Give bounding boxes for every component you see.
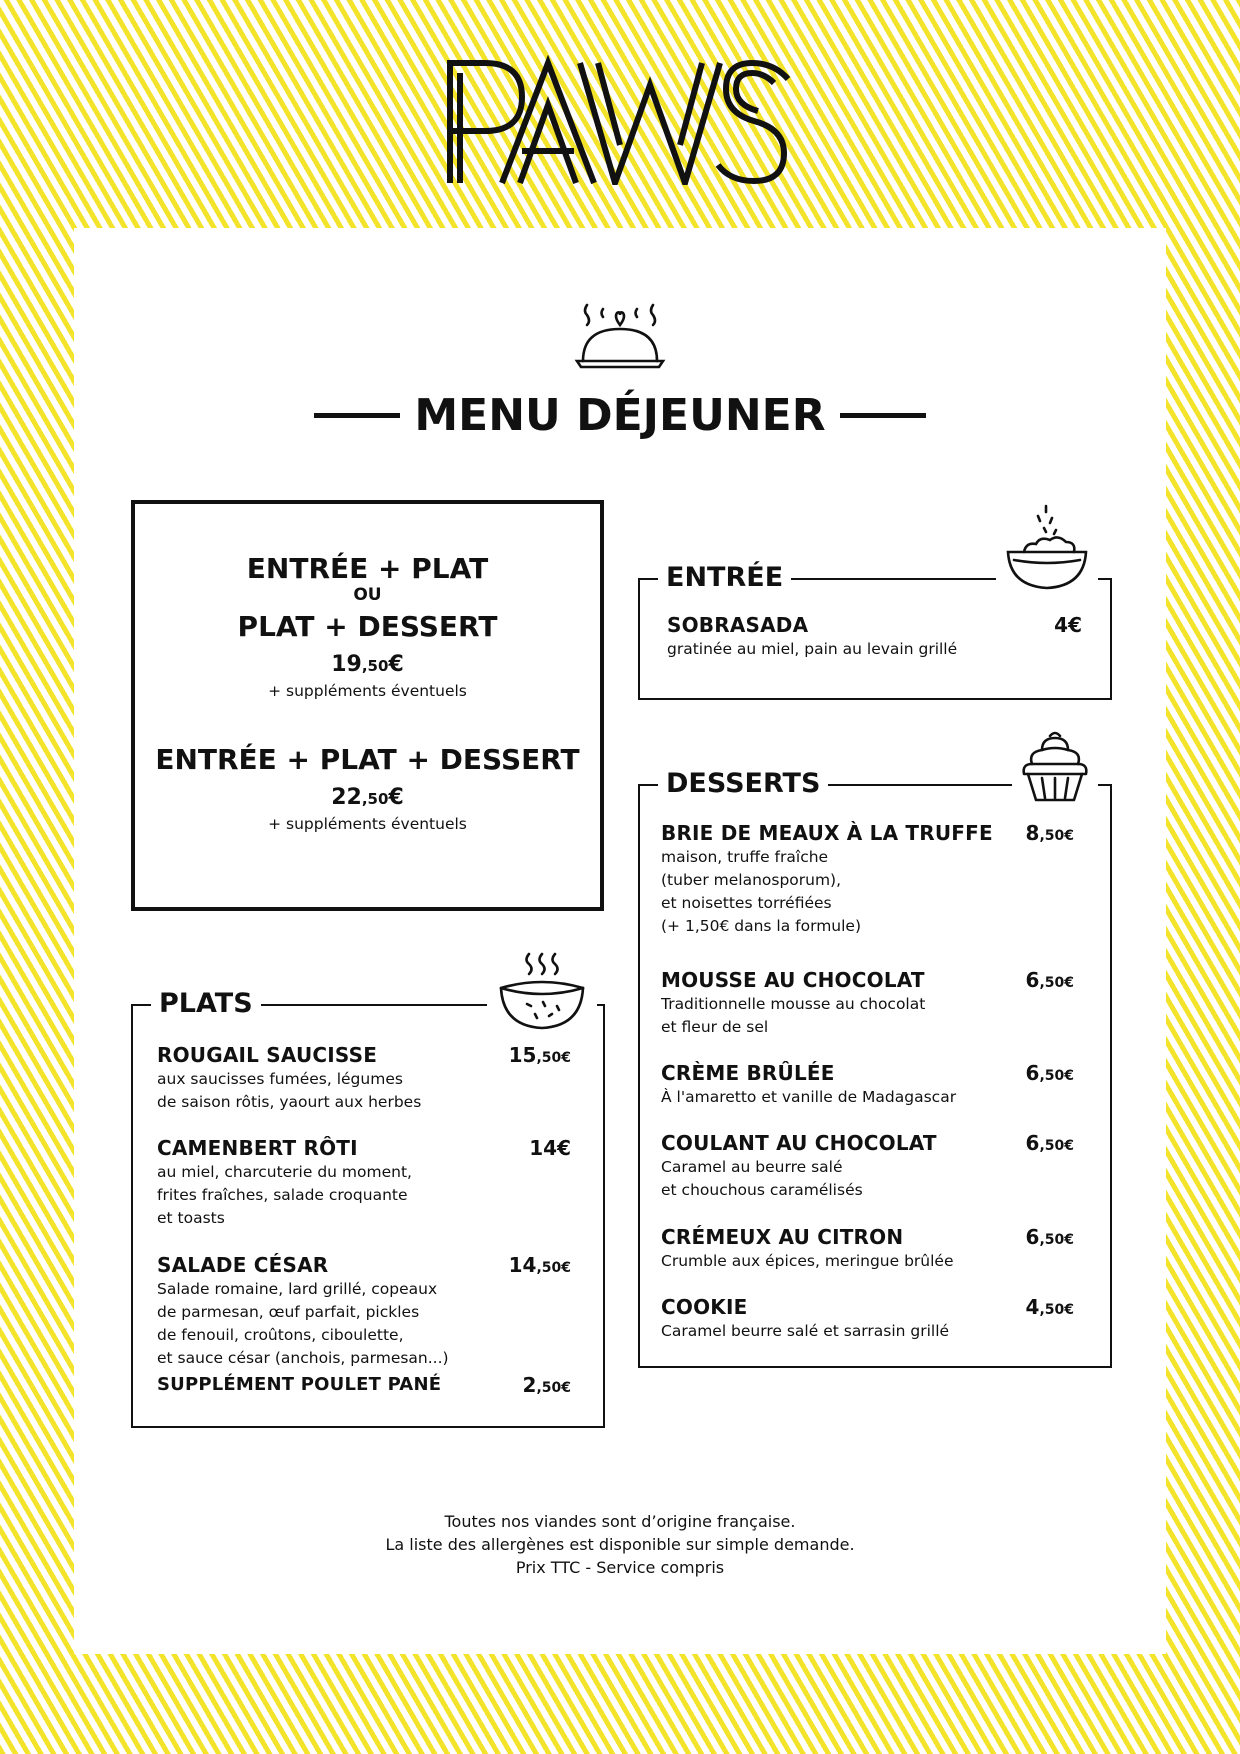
item-description: gratinée au miel, pain au levain grillé (667, 640, 958, 658)
footer-line-origin: Toutes nos viandes sont d’origine française. (444, 1512, 796, 1531)
page-title (0, 390, 1240, 441)
footer-line-allergens: La liste des allergènes est disponible sur simple demande. (385, 1535, 855, 1554)
item-price: 6,50€ (1025, 1131, 1074, 1155)
item-description: au miel, charcuterie du moment, frites fraîches, salade croquante et toasts (157, 1163, 412, 1227)
item-price: 4€ (1054, 613, 1082, 637)
item-description: À l'amaretto et vanille de Madagascar (661, 1088, 957, 1106)
formula-1-line2: PLAT + DESSERT (237, 610, 498, 643)
menu-item-salade-cesar (157, 1252, 571, 1370)
formula-1-or: OU (353, 585, 382, 605)
paws-logo-icon (440, 55, 800, 185)
soup-bowl-icon (487, 952, 597, 1038)
menu-item-sobrasada (667, 612, 1082, 661)
entree-header (658, 558, 791, 598)
footer-line-prices: Prix TTC - Service compris (515, 1558, 725, 1577)
menu-item-camenbert-roti (157, 1135, 571, 1230)
cupcake-icon (1012, 728, 1098, 808)
item-name: COOKIE (661, 1295, 748, 1319)
formula-1-note: + suppléments éventuels (268, 682, 467, 700)
menu-item-coulant-au-chocolat (661, 1130, 1074, 1202)
cloche-icon (573, 303, 667, 377)
item-price: 2,50€ (522, 1373, 571, 1397)
item-description: Caramel au beurre salé et chouchous caramélisés (661, 1158, 863, 1199)
item-price: 15,50€ (508, 1043, 571, 1067)
item-name: BRIE DE MEAUX À LA TRUFFE (661, 821, 993, 845)
item-description: Crumble aux épices, meringue brûlée (661, 1252, 954, 1270)
item-price: 4,50€ (1025, 1295, 1074, 1319)
item-description: Traditionnelle mousse au chocolat et fleur de sel (661, 995, 926, 1036)
item-name: SUPPLÉMENT POULET PANÉ (157, 1374, 442, 1395)
item-price: 6,50€ (1025, 1225, 1074, 1249)
item-description: Salade romaine, lard grillé, copeaux de parmesan, œuf parfait, pickles de fenouil, croûtons, ciboulette, et sauce césar (anchois, parmesan...) (157, 1280, 449, 1367)
menu-item-brie-de-meaux (661, 820, 1074, 938)
formula-box (131, 500, 604, 911)
item-price: 6,50€ (1025, 968, 1074, 992)
page-title-text: MENU DÉJEUNER (414, 390, 826, 441)
menu-item-cookie (661, 1294, 1074, 1343)
menu-item-rougail-saucisse (157, 1042, 571, 1114)
menu-item-mousse-au-chocolat (661, 967, 1074, 1039)
formula-2-line1: ENTRÉE + PLAT + DESSERT (155, 743, 580, 776)
plats-header (151, 984, 261, 1024)
paws-logo (0, 55, 1240, 189)
menu-item-cremeux-au-citron (661, 1224, 1074, 1273)
title-rule-right (840, 413, 926, 418)
plats-title: PLATS (151, 984, 261, 1024)
item-name: SALADE CÉSAR (157, 1253, 329, 1277)
item-name: SOBRASADA (667, 613, 809, 637)
item-name: CRÈME BRÛLÉE (661, 1061, 835, 1085)
item-price: 14,50€ (508, 1253, 571, 1277)
item-name: CRÉMEUX AU CITRON (661, 1225, 904, 1249)
item-price: 14€ (529, 1136, 571, 1160)
item-price: 8,50€ (1025, 821, 1074, 845)
formula-2-note: + suppléments éventuels (268, 815, 467, 833)
menu-item-supplement-poulet (157, 1372, 571, 1398)
item-name: ROUGAIL SAUCISSE (157, 1043, 378, 1067)
item-price: 6,50€ (1025, 1061, 1074, 1085)
bowl-icon (996, 502, 1098, 602)
desserts-header (658, 764, 828, 804)
item-description: Caramel beurre salé et sarrasin grillé (661, 1322, 950, 1340)
item-name: COULANT AU CHOCOLAT (661, 1131, 937, 1155)
menu-item-creme-brulee (661, 1060, 1074, 1109)
item-description: aux saucisses fumées, légumes de saison rôtis, yaourt aux herbes (157, 1070, 422, 1111)
formula-1-price: 19,50€ (331, 652, 404, 677)
desserts-title: DESSERTS (658, 764, 828, 804)
title-rule-left (314, 413, 400, 418)
entree-title: ENTRÉE (658, 558, 791, 598)
item-description: maison, truffe fraîche (tuber melanosporum), et noisettes torréfiées (+ 1,50€ dans la formule) (661, 848, 862, 935)
item-name: CAMENBERT RÔTI (157, 1136, 358, 1160)
formula-1-line1: ENTRÉE + PLAT (246, 552, 489, 585)
formula-2-price: 22,50€ (331, 785, 404, 810)
item-name: MOUSSE AU CHOCOLAT (661, 968, 925, 992)
footer-notes (0, 1510, 1240, 1579)
